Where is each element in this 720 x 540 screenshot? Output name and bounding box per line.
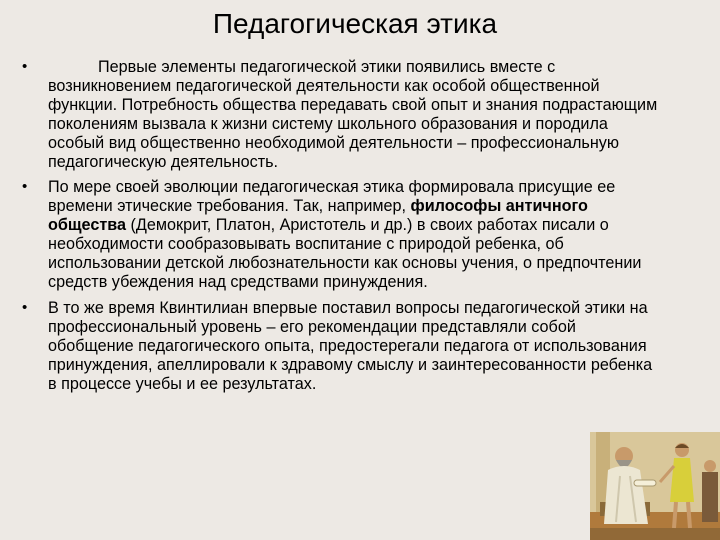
bullet-marker: • (22, 178, 28, 196)
bullet-marker: • (22, 58, 28, 75)
antique-teacher-student-painting-icon (590, 432, 720, 540)
bullet-text: В то же время Квинтилиан впервые поставил вопросы педагогической этики на профессиональный уровень – его рекомендации представляли собой обобщение педагогического опыта, предостерегали педагога от использования принуждения, апеллировали к здравому смыслу и заинтересованности ребенка в процессе учебы и ее результатах. (48, 298, 653, 393)
student-tunic (670, 458, 694, 502)
bullet-text-after: (Демокрит, Платон, Аристотель и др.) в своих работах писали о необходимости сообразовывать воспитание с природой ребенка, об использовании детской любознательности как основы учения, о предпочтении средств убеждения над средствами принуждения. (48, 216, 642, 291)
student-leg-right (688, 502, 690, 528)
second-student-head (704, 460, 716, 472)
bullet-text: Первые элементы педагогической этики появились вместе с возникновением педагогической деятельности как особой общественной функции. Потребность общества передавать свой опыт и знания подрастающим поколениям вызвала к жизни систему школьного образования и породила особый вид общественно необходимой деятельности – профессиональную педагогическую деятельность. (48, 58, 658, 171)
bullet-list (22, 58, 662, 393)
bullet-item-3 (22, 299, 662, 394)
bullet-item-2 (22, 178, 662, 291)
painting-shadow (590, 528, 720, 540)
bullet-item-1 (22, 58, 662, 171)
bullet-marker: • (22, 298, 28, 316)
student-leg-left (674, 502, 676, 528)
slide-title: Педагогическая этика (212, 8, 498, 39)
scroll (634, 480, 656, 486)
bullet-text-before: По мере своей эволюции педагогическая этика формировала присущие ее времени этические требования. Так, например, (48, 178, 616, 216)
bullet-bold-text: философы античного общества (48, 197, 588, 235)
second-student (702, 472, 718, 522)
